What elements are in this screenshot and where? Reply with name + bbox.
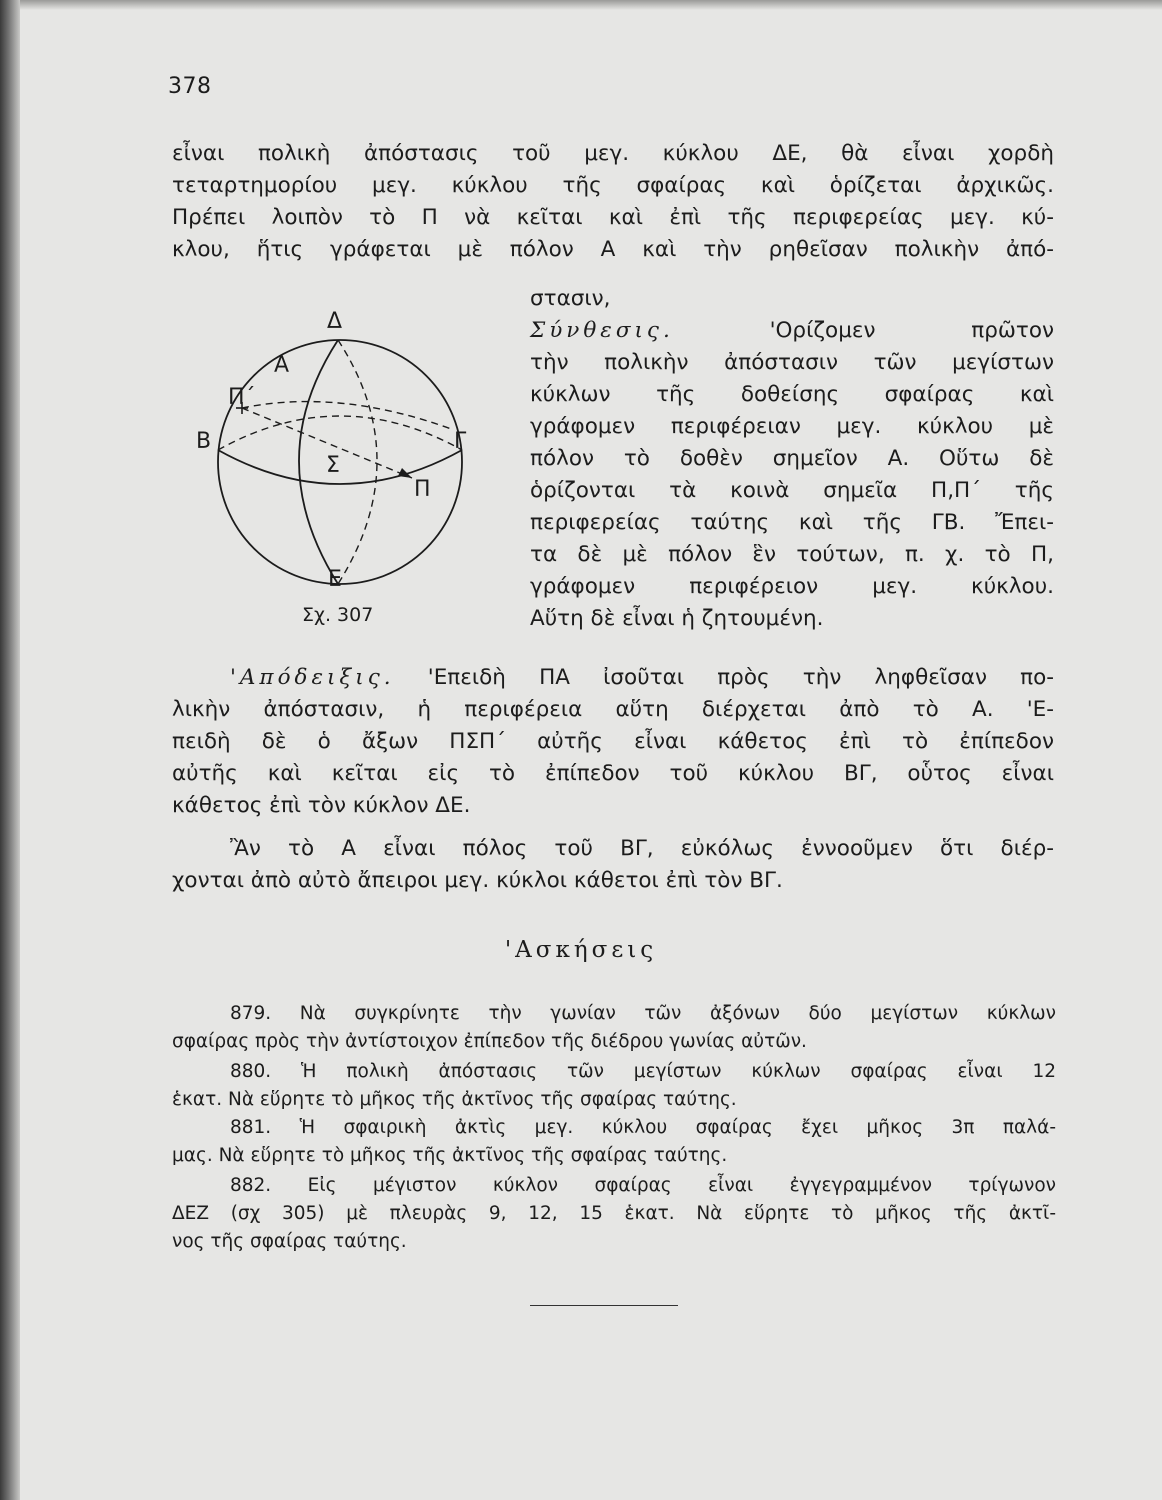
exercise-line: μας. Νὰ εὕρητε τὸ μῆκος τῆς ἀκτῖνος τῆς σφαίρας ταύτης. [172,1145,728,1166]
text-line: εἶναι πολικὴ ἀπόστασις τοῦ μεγ. κύκλου ΔΕ, θὰ εἶναι χορδὴ [172,141,1054,166]
sphere-diagram [190,300,490,600]
label-gamma: Γ [454,429,467,454]
exercise-line: νος τῆς σφαίρας ταύτης. [172,1231,407,1252]
exercise-882 [172,1172,1056,1256]
proof-first-line [172,662,1054,694]
text-line: τὴν πολικὴν ἀπόστασιν τῶν μεγίστων [530,350,1054,375]
label-pi-prime: Π΄ [228,385,256,410]
exercise-line: σφαίρας πρὸς τὴν ἀντίστοιχον ἐπίπεδον τῆς διέδρου γωνίας αὐτῶν. [172,1031,807,1052]
exercise-881 [172,1114,1056,1170]
label-alpha: Α [274,353,290,378]
proof-heading: 'Απόδειξις. [230,665,395,690]
synthesis-column [530,283,1054,635]
exercise-line: 881. Ἡ σφαιρικὴ ἀκτὶς μεγ. κύκλου σφαίρας ἔχει μῆκος 3π παλά- [230,1117,1056,1138]
paragraph-remark [172,833,1054,897]
synthesis-heading: Σύνθεσις. [530,318,674,343]
exercise-line: ΔΕΖ (σχ 305) μὲ πλευρὰς 9, 12, 15 ἑκατ. Νὰ εὕρητε τὸ μῆκος τῆς ἀκτῖ- [172,1203,1056,1224]
text-line: πειδὴ δὲ ὁ ἄξων ΠΣΠ΄ αὐτῆς εἶναι κάθετος ἐπὶ τὸ ἐπίπεδον [172,729,1054,754]
page-top-shadow [0,0,1162,10]
text-line: λικὴν ἀπόστασιν, ἡ περιφέρεια αὕτη διέρχεται ἀπὸ τὸ Α. 'Ε- [172,697,1054,722]
text-line: τεταρτημορίου μεγ. κύκλου τῆς σφαίρας καὶ ὁρίζεται ἀρχικῶς. [172,173,1054,198]
text-line: χονται ἀπὸ αὐτὸ ἄπειροι μεγ. κύκλοι κάθετοι ἐπὶ τὸν ΒΓ. [172,868,783,893]
equator-back [218,416,462,450]
end-rule [530,1305,678,1306]
label-pi: Π [414,477,431,502]
paragraph-intro [172,138,1054,266]
text-line: τα δὲ μὲ πόλον ἓν τούτων, π. χ. τὸ Π, [530,542,1054,567]
sphere-figure [190,300,490,600]
text-line: πόλον τὸ δοθὲν σημεῖον Α. Οὕτω δὲ [530,446,1054,471]
text-line: κλου, ἥτις γράφεται μὲ πόλον Α καὶ τὴν ρηθεῖσαν πολικὴν ἀπό- [172,237,1054,262]
text-line: κάθετος ἐπὶ τὸν κύκλον ΔΕ. [172,793,471,818]
page-binding-edge [0,0,20,1500]
meridian-back [338,340,377,584]
label-beta: Β [196,429,212,454]
sphere-outline [218,340,462,584]
exercises-heading: 'Ασκήσεις [504,937,658,963]
text-line: Αὕτη δὲ εἶναι ἡ ζητουμένη. [530,606,824,631]
exercise-line: 880. Ἡ πολικὴ ἀπόστασις τῶν μεγίστων κύκλων σφαίρας εἶναι 12 [230,1061,1056,1082]
label-delta: Δ [327,309,343,334]
exercise-line: 882. Εἰς μέγιστον κύκλον σφαίρας εἶναι ἐγγεγραμμένον τρίγωνον [230,1175,1056,1196]
text-line: γράφομεν περιφέρειον μεγ. κύκλου. [530,574,1054,599]
exercise-880 [172,1058,1056,1114]
text-fragment: 'Ορίζομεν πρῶτον [769,318,1054,343]
text-line: περιφερείας ταύτης καὶ τῆς ΓΒ. Ἔπει- [530,510,1054,535]
exercise-line: ἑκατ. Νὰ εὕρητε τὸ μῆκος τῆς ἀκτῖνος τῆς σφαίρας ταύτης. [172,1089,737,1110]
page-number: 378 [168,74,212,99]
label-sigma: Σ [326,453,340,478]
paragraph-proof [172,662,1054,822]
text-line: Ἂν τὸ Α εἶναι πόλος τοῦ ΒΓ, εὐκόλως ἐννοοῦμεν ὅτι διέρ- [230,836,1054,861]
exercise-879 [172,1000,1056,1056]
synthesis-first-line [530,315,1054,347]
text-line: στασιν, [530,286,611,311]
text-line: αὐτῆς καὶ κεῖται εἰς τὸ ἐπίπεδον τοῦ κύκλου ΒΓ, οὗτος εἶναι [172,761,1054,786]
text-line: γράφομεν περιφέρειαν μεγ. κύκλου μὲ [530,414,1054,439]
text-line: Πρέπει λοιπὸν τὸ Π νὰ κεῖται καὶ ἐπὶ τῆς περιφερείας μεγ. κύ- [172,205,1054,230]
label-epsilon: Ε [328,567,342,592]
text-line: κύκλων τῆς δοθείσης σφαίρας καὶ [530,382,1054,407]
text-line: ὁρίζονται τὰ κοινὰ σημεῖα Π,Π΄ τῆς [530,478,1054,503]
figure-caption: Σχ. 307 [302,604,374,626]
text-fragment: 'Επειδὴ ΠΑ ἰσοῦται πρὸς τὴν ληφθεῖσαν πο- [427,665,1055,690]
exercise-line: 879. Νὰ συγκρίνητε τὴν γωνίαν τῶν ἀξόνων δύο μεγίστων κύκλων [230,1003,1056,1024]
